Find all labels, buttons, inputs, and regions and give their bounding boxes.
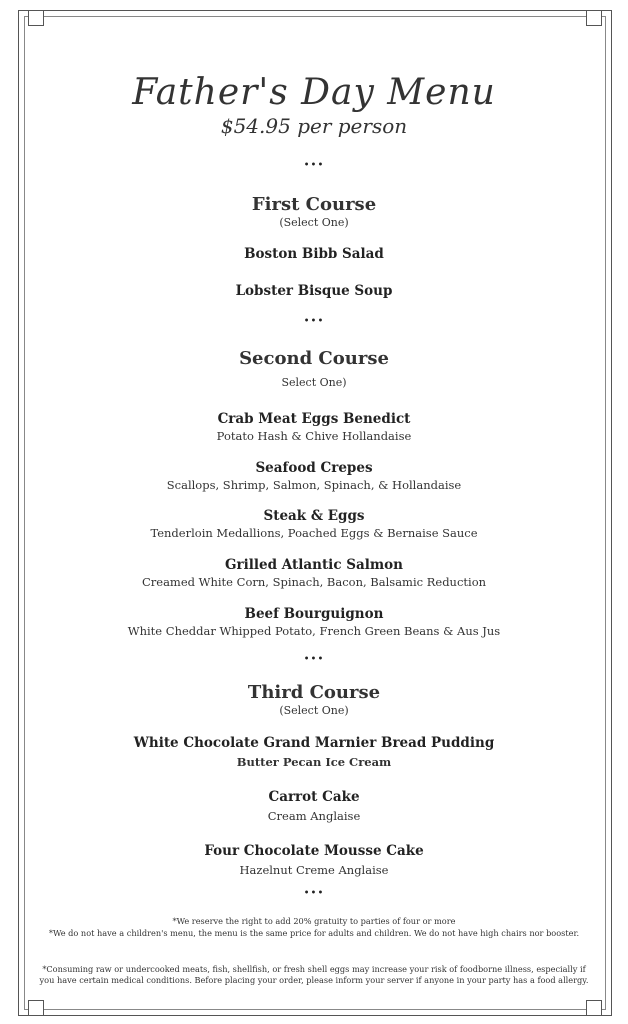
- third-course-item: Four Chocolate Mousse Cake: [204, 843, 424, 859]
- menu-price: $54.95 per person: [220, 114, 408, 138]
- second-course-item: Grilled Atlantic Salmon: [225, 557, 403, 573]
- third-course-item-desc: Hazelnut Creme Anglaise: [239, 863, 389, 877]
- second-course-item-desc: Tenderloin Medallions, Poached Eggs & Bernaise Sauce: [150, 526, 478, 540]
- first-course-select: (Select One): [279, 216, 349, 229]
- separator-dots: •••: [303, 316, 325, 327]
- second-course-select: Select One): [281, 376, 347, 389]
- third-course-title: Third Course: [247, 682, 381, 703]
- children-menu-note: *We do not have a children's menu, the menu is the same price for adults and children. We do not have high chairs nor booster.: [48, 928, 580, 938]
- gratuity-note: *We reserve the right to add 20% gratuity to parties of four or more: [172, 916, 456, 926]
- second-course-item: Beef Bourguignon: [244, 606, 384, 622]
- first-course-item: Lobster Bisque Soup: [235, 283, 393, 299]
- second-course-item-desc: Creamed White Corn, Spinach, Bacon, Balsamic Reduction: [141, 575, 487, 589]
- second-course-item: Seafood Crepes: [255, 460, 373, 476]
- second-course-item-desc: Scallops, Shrimp, Salmon, Spinach, & Hollandaise: [166, 478, 462, 492]
- third-course-item: Carrot Cake: [268, 789, 360, 805]
- corner-ornament-top-left: [28, 10, 44, 26]
- separator-dots: •••: [303, 654, 325, 665]
- second-course-item: Crab Meat Eggs Benedict: [217, 411, 411, 427]
- second-course-title: Second Course: [239, 348, 389, 369]
- separator-dots: •••: [303, 160, 325, 171]
- second-course-item: Steak & Eggs: [263, 508, 365, 524]
- first-course-item: Boston Bibb Salad: [244, 246, 384, 262]
- third-course-item-desc: Cream Anglaise: [267, 809, 361, 823]
- second-course-item-desc: White Cheddar Whipped Potato, French Green Beans & Aus Jus: [127, 624, 501, 638]
- first-course-title: First Course: [251, 194, 377, 215]
- corner-ornament-bottom-left: [28, 1000, 44, 1016]
- corner-ornament-top-right: [586, 10, 602, 26]
- menu-title: Father's Day Menu: [132, 72, 496, 113]
- corner-ornament-bottom-right: [586, 1000, 602, 1016]
- third-course-item-desc: Butter Pecan Ice Cream: [236, 755, 392, 769]
- third-course-item: White Chocolate Grand Marnier Bread Pudding: [133, 735, 495, 751]
- third-course-select: (Select One): [279, 704, 349, 717]
- separator-dots: •••: [303, 888, 325, 899]
- food-safety-note: *Consuming raw or undercooked meats, fish, shellfish, or fresh shell eggs may increase your risk of foodborne illness, especially if you have certain medical conditions. Before placing your order, please inform your server if anyone in your party has a food allergy.: [39, 964, 589, 985]
- second-course-item-desc: Potato Hash & Chive Hollandaise: [216, 429, 412, 443]
